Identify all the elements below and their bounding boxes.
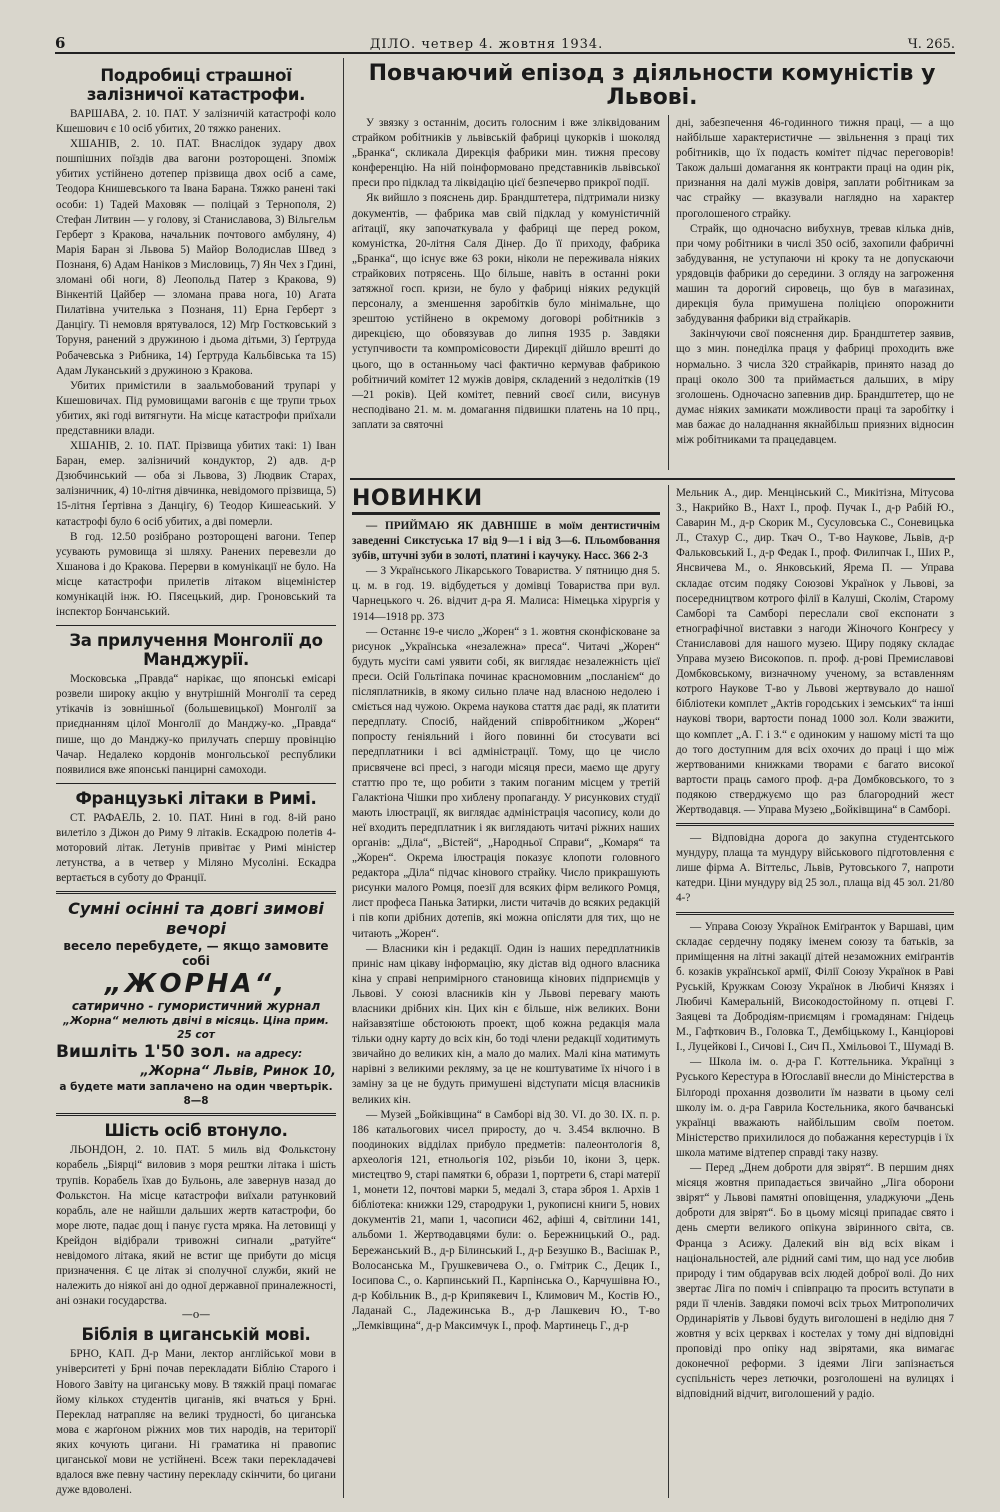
news-item: — Школа ім. о. д-ра Г. Коттельника. Українці з Руського Керестура в Юґославії внесли до Міністерства в Білґороді прохання дозволити їм назвати в цьому селі школу ім. о. д-ра Гаврила Костельника, якого бачванські українці вважають найбільшим своїм поетом. Міністерство прихилилося до побажання керестурців і їх школа матиме відтепер справді таку назву.: [676, 1056, 954, 1159]
article-title-railway: Подробиці страшної залізничої катастрофи.: [86, 66, 306, 104]
news-item: — Останнє 19-е число „Жорен“ з 1. жовтня сконфісковане за рисунок „Українська «незалежна» преса“. Читачі „Жорен“ будуть мусіти самі уявити собі, як виглядає незалежність цієї преси. Осій Гольтіпака починає красномовним „посланієм“ до післяплатників, в якому сильно плаче над власною недолею і сміється над чужою. Окрема наукова стаття дає раді, як платити передплату. Спосіб, найдений співробітником „Жорен“ попросту ґеніяльний і його повинні би стосувати всі передплатники і всі адміністрації. Тому, що це число присвячене всі пресі, з нагоди місяця преси, маємо ще другу статтю про те, що робити з таким поганим місцем у третій Галактіона Чішки про хиблену пропаганду. У рисункових студії мають ілюстрації, як виглядає адміністрація часопису, коли до неї входить передплатник і як виглядають читачі ріжних наших органів: „Діла“, „Вістей“, „Народньої Справи“, „Комаря“ та „Жорен“. Окрема ілюстрація показує клопоти головного редактора „Діла“ підчас кінового страйку. Число прикрашують рисунки малого Ромця, поезії для всяких фірм великого Ромця, лист професа Панька Затирки, листи читачів до всяких редакцій і пів копи дрібних дотепів, які можна опісляти для тих, що не читають „Жорен“.: [352, 625, 660, 940]
news-item: — Музей „Бойківщина“ в Самборі від 30. VI. до 30. IX. п. р. 186 катальогових чисел приросту, до ч. 3.454 включно. В поодиноких відділах прибуло предметів: палеонтологія 8, археологія 121, етнольогія 102, різьби 10, ікони 3, церк. мистецтво 9, старі памятки 6, образи 1, портрети 6, старі матерії 1, монети 12, почтові марки 5, медалі 3, стара зброя 1. Архів 1 бібліотека: книжки 129, стародруки 1, рукописні книги 5, нових документів 21, мапи 1, часописи 462, афіші 4, світлини 141, альбоми 1. Жертводавцями були: о. Бережницький О., рад. Бережанський В., д-р Білинський І., д-р Безушко В., Васішак Р., Волосанська М., Грушкевичева О., о. Гмітрик С., Децик І., Іосипова С., о. Карпинський П., Карпінська О., Карчушівна Ю., д-р Кобільник В., д-р Крипякевич І., Климович М., Костів Ю., Ладанай С., Ладежинська В., д-р Лашкевич Ю., Т-во „Лемківщина“, д-р Максимчук І., проф. Мартинець Г., д-р: [352, 1108, 660, 1332]
column-rule-1: [343, 58, 344, 1498]
top-article-col-a: [352, 116, 660, 474]
top-article-header: [352, 62, 952, 110]
article-paragraph: Убитих примістили в заальмобований трупарі у Кшешовичах. Під румовищами вагонів є ще трупи трьох убитих, які годі витягнути. На місце катастрофи приїхали представники влади.: [56, 379, 336, 437]
separator-mark: —o—: [181, 1308, 211, 1322]
divider: [56, 783, 336, 784]
ad-code: 8—8: [183, 1095, 209, 1108]
ad-line: весело перебудете, — якщо замовите собі: [63, 939, 329, 969]
ad-address: „Жорна“ Львів, Ринок 10,: [140, 1064, 336, 1080]
divider: [56, 891, 336, 894]
top-article-column-rule: [668, 115, 669, 470]
divider: [56, 1113, 336, 1116]
article-paragraph: Страйк, що одночасно вибухнув, тревав кілька днів, при чому робітники в числі 350 осіб, захопили фабричні забудування, не уступаючи ні кроку та не допускаючи урядовців фабрики до середини. З огляду на загроження машин та дорогий сировець, що був в маґазинах, дирекція була примушена поліцією опорожнити забудування фабрики від страйкарів.: [676, 222, 954, 326]
top-article-col-b: [676, 116, 954, 474]
article-paragraph: дні, забезпечення 46-годинного тижня праці, — а що найбільше характеристичне — звільнення з праці тих робітників, що їх подасть комітет підчас переговорів! Також дальші домагання як контракти праці на один рік, признання на далі мужів довіря, заплати робітникам за час страйку — вказували наглядно на характер проголошеного страйку.: [676, 117, 954, 220]
ad-line: сатирично - гумористичний журнал: [71, 999, 321, 1014]
advertisement-zhorna: [56, 899, 336, 1108]
divider: [56, 625, 336, 626]
article-title-planes: Французькі літаки в Римі.: [75, 788, 317, 808]
article-paragraph: СТ. РАФАЕЛЬ, 2. 10. ПАТ. Нині в год. 8-ій рано вилетіло з Діжон до Риму 9 літаків. Ескадрою полетів 4-моторовий літак. Летунів привітає у Римі міністер летунства, а в четвер у Міляно Мусоліні. Ескадра вертається в суботу до Франції.: [56, 811, 336, 885]
article-title-bible: Біблія в циганській мові.: [81, 1325, 311, 1345]
ad-line: а будете мати заплачено на один чвертьрік. 8—8: [59, 1081, 333, 1108]
news-item: — З Українського Лікарського Товариства. У пятницю дня 5. ц. м. в год. 19. відбудеться у домівці Товариства при вул. Чарнецького ч. 26. відчит д-ра Я. Малиса: Німецька хірургія у 1914—1918 рр. 373: [352, 565, 660, 623]
divider: [676, 912, 954, 915]
news-item: — Відповідна дорога до закупна студентського мундуру, плаща та мундуру військового підготовлення є лише фірма А. Віттельс, Львів, Рутовського 7, напроти катедри. Ціни мундуру від 25 зол., плаща від 45 зол. 21/80 4-?: [676, 832, 954, 905]
news-item: — Перед „Днем доброти для звірят“. В першим днях місяця жовтня припадається звичайно „Ліга оборони звірят“ у Львові памятні оповіщення, уладжуючи „День доброти для звірят“. Бо в цьому місяці припадає свято і день смерти великого опікуна звіринного світа, св. Франца з Асижу. Далекий він від всіх вікам і національностей, але рідний самі тим, що над усе любив природу і тим обдарував всіх людей доброї волі. До них звертає Ліга по поміч і співпрацю та просить вступати в ряди її членів. Завдяки помочі всіх трьох Митрополичих Ординаріятів у Львові будуть виголошені в неділю дня 7 жовтня у всіх церквах і костелах у тому дні відповідні проповіді про опіку над звірятами, яка вимагає доконечної реформи. З ідеями Ліги запізнається суспільність через летючки, розголошені на вулицях і відповідний відчит, виголошений у радіо.: [676, 1162, 954, 1401]
article-paragraph: ВАРШАВА, 2. 10. ПАТ. У залізничій катастрофі коло Кшешович є 10 осіб убитих, 20 тяжко ранених.: [56, 108, 336, 136]
article-paragraph: ХШАНІВ, 2. 10. ПАТ. Внаслідок зудару двох пошпішних поїздів два вагони розторощені. Зпоміж убитих устійнено дотепер прізвища двох осіб а саме, Теодора Книшевського та Івана Барана. Тяжко ранені такі особи: 1) Тадей Маховяк — поліцай з Тернополя, 2) Стефан Литвин — у голову, зі Станиславова, 3) Вільгельм Герберт з Кракова, начальник почтового амбуляну, 4) Марія Баран зі Львова 5) Майор Володислав Швед з Познаня, 6) Адам Наніков з Мисловиць, 7) Ян Чех з Гдині, зломані обі ноги, 8) Леопольд Патер з Кракова, 9) Вінкентій Цайбер — зломана права нога, 10) Агата Пилатівна учителька з Познаня, 11) Ерна Герберт з Данціґу. Ті немовля врятувалося, 12) Мґр Гостковський з Торуня, ранений з дружиною і дьома дітьми, 3) Ґертруда Робачевська з Рибника, 14) Ґертруда Кальбівська та 15) Адам Луканський з дружиною з Кракова.: [56, 138, 336, 377]
column-1: [56, 62, 336, 1502]
ad-price-line: [56, 1042, 336, 1064]
article-title-mongolia: За прилучення Монголії до Манджурії.: [69, 631, 323, 670]
article-paragraph: У звязку з останнім, досить голосним і вже зліквідованим страйком робітників у львівській фабриці цукорків і шоколяд „Бранка“, скликала Дирекція фабрики мин. тижня пресову конференцію. На ній поінформовано представників львівської преси про підклад та ліквідацію цієї безпечерво прикрої події.: [352, 117, 660, 190]
ad-code: 21/80 4-?: [676, 877, 954, 905]
divider: [676, 823, 954, 826]
section-header-news: НОВИНКИ: [352, 486, 660, 515]
top-article-bottom-rule: [350, 478, 955, 480]
ad-brand: „ЖОРНА“,: [104, 969, 288, 1000]
ad-code: 373: [427, 610, 445, 623]
article-paragraph: БРНО, КАП. Д-р Мани, лектор англійської мови в університеті у Брні почав перекладати Біблію Старого і Нового Завіту на циганську мову. В тяжкій праці помагає йому кількох студентів циганів, які вчаться у Брні. Переклад натрапляє на великі трудності, бо циганська мова є жарґоном ріжних мов тих народів, на території яких кочують цигани. Ні граматика ні правопис циганської мови не устійнені. Всеж таки перекладачеві вдалося вже певну частину перекладу скінчити, бо цигани дуже вдоволені.: [56, 1348, 336, 1497]
column-2: [352, 486, 660, 1502]
ad-address-label: на адресу:: [236, 1048, 303, 1061]
ad-headline: Сумні осінні та довгі зимові вечорі: [68, 899, 324, 939]
news-item: — ПРИЙМАЮ ЯК ДАВНІШЕ в моїм дентистичнім заведенні Сикстуська 17 від 9—1 і від 3—6. Пльомбовання зубів, штучні зуби в золоті, платині і каучуку. Насс. 366 2-3: [352, 520, 660, 563]
ad-price: Вишліть 1'50 зол.: [56, 1042, 231, 1063]
news-item: Мельник А., дир. Менцінський С., Микітізна, Мітусова З., Накрийко В., Нахт І., проф. Пучак І., д-р Рабій Ю., Саварин М., д-р Скорик М., Сусуловська С., Соневицька Л., Стахур С., дир. Ткач О., Т-во Наукове, Львів, д-р Фальковський І., д-р Федак І., проф. Филипчак І., Ших Р., Янсвичева М., о. Янковський, Ярема П. — Управа складає отсим подяку Союзові Українок у Львові, за посередництвом котрого філії в Калуші, Сколім, Старому Самборі та Самборі переслали свої експонати з етнографічної виставки з нагоди Жіночого Конґресу у Станиславові для нашого музею. Щиру подяку складає Управа музею Високопов. п. проф. д-рові Премиславові Домбковському, визначному ученому, за вставленням котрого Наукове Т-во у Львові жертвувало до нашої бібліотеки комплет „Актів городських і земських“ та інші наукові твори, вартости понад 1000 зол. Коли зважити, що комплет „А. Г. і З.“ є одиноким у нашому місті та що до того доступним для всіх охочих до праці і що між жертвованими книжками творами є багато високої вартости праць самого проф. д-ра Домбковського, то з подякою стверджуємо що раз благородний жест Жертводавця. — Управа Музею „Бойківщина“ в Самборі.: [676, 487, 954, 816]
news-item: — Власники кін і редакції. Один із наших передплатників приніс нам цікаву інформацію, яку дістав від одного власника кіна у справі непримірного становища кінових підприємців у Львові. У союзі власників кін у Львові перевагу мають власники дрібних кін. Цих кін є більше, ніж великих. Вони найзавзятіше обстоюють проект, щоб кожна редакція мала тільки одну карту до всіх кін, бо тоді члени редакції ходитимуть звичайно до великих кін, а мало до малих. Малі кіна матимуть нарівні з великими рекляму, за це не коштуватиме їх нічого і в заміну за це не будуть примушені відступати місця власників великих кін.: [352, 942, 660, 1106]
ad-line: „Жорна“ мелють двічі в місяць. Ціна прим. 25 сот: [63, 1015, 329, 1042]
issue-number: Ч. 265.: [907, 37, 955, 52]
article-paragraph: ХШАНІВ, 2. 10. ПАТ. Прізвища убитих такі: 1) Іван Баран, емер. залізничий кондуктор, 2) адв. д-р Дзюбчинський — оба зі Львова, 3) Людвик Старах, залізничник, 4) 10-літня дівчинка, невідомого прізвища, 5) 15-літня Ґертівна з Данціґу, 6) Теодор Кишеаський. У катастрофі було 6 осіб убитих, а дві померли.: [56, 440, 336, 528]
article-title-communists: Повчаючий епізод з діяльности комуністів у Львові.: [368, 62, 936, 110]
article-paragraph: ЛЬОНДОН, 2. 10. ПАТ. 5 миль від Фолькстону корабель „Біярці“ виловив з моря рештки літака і шість трупів. Корабель їхав до Бульонь, але завернув назад до Фолькстон. На місце катастрофи виїхали ратунковий корабль, але не найшли дальших жертв катастрофи, бо море люте, падає дощ і панує густа мряка. На летовищі у Крейдон відібрали тривожні сиґнали „ратуйте“ невідомого літака, який не встиг ще прибути до місця призначення. Є це літак зі сполучної служби, який не належить до ніякої ані до одної державної приналежності, ані ознаки государства.: [56, 1144, 336, 1308]
ad-code: 366 2-3: [613, 550, 648, 563]
article-paragraph: В год. 12.50 розібрано розторощені вагони. Тепер усувають румовища зі шляху. Ранених перевезли до Хшанова і до Кракова. Перерви в комунікації не було. На місце катастрофи прилетів літаком віцеміністер комунікацій інж. Ю. Пясецький, дир. Гроновський та інспектор Бончанський.: [56, 530, 336, 619]
article-paragraph: Московська „Правда“ нарікає, що японські емісарі розвели широку акцію у внутрішній Монголії та серед утікачів із зовнішньої (большевицької) Монголії за приєднанням цілої Монголії до Манджу-ко. „Правда“ пише, що до Манджу-ко прилучать спершу провінцію Чачар. Недалеко кордонів монгольської республики появилися вже японські панцирні самоходи.: [56, 673, 336, 776]
article-title-drowned: Шість осіб втонуло.: [104, 1121, 288, 1141]
column-3: [676, 486, 954, 1502]
news-item: — Управа Союзу Українок Еміґранток у Варшаві, цим складає сердечну подяку іменем союзу та батьків, за приміщення на літні закації дітей незаможних еміґрантів б. козаків української армії, Філії Союзу Українок в Раві Руській, Кружкам Союзу Українок в Любичі Князях і Любичі Камеральній, Високодостойному п. отцеві Г. Заяцеві та Добродіям-приємцям і громадянам: Гнідець М., Гафткович В., Головка Т., Дембіцькому І., Канціорові І., Луцейкові І., Сичові І., Сич П., Хмільовоі Т., Шумаді В.: [676, 920, 954, 1054]
page-number: 6: [55, 34, 66, 52]
header-dateline: ДІЛО. четвер 4. жовтня 1934.: [369, 37, 604, 52]
article-paragraph: Як вийшло з пояснень дир. Брандштетера, підтримали низку документів, — фабрика мав свій підклад у комуністичній аґітації, яку започаткувала у фабриці ще перед роком, комуністка, 20-літня Саля Дінер. До її приходу, фабрика „Бранка“, що існує вже 63 роки, ніколи не переживала ніяких страйкових потрясень. Що більше, навіть в останні роки затяжної госп. кризи, не було у фабриці ніяких редукцій персоналу, а зменшення заробітків було мінімальне, що зрештою устійнено в окремому договорі робітників з дирекцією, що обовязував до липня 1935 р. Завдяки уступчивости та компромісовости Дирекції дійшло врешті до цього, що в останньому часі фактично кермував фабрикою робітничий комітет 12 мужів довіря, складений з недолітків (19—21 років). Цей комітет, певний своєї сили, висунув несподівано 21. м. м. домагання підвишки платень на 10 прц., заплати за святочні: [352, 192, 660, 431]
article-paragraph: Закінчуючи свої пояснення дир. Брандштетер заявив, що з мин. понеділка праця у фабриці проходить вже нормально. З числа 320 страйкарів, принято назад до праці около 300 та приймається дальших, в міру зголошень. Одночасно запевнив дир. Брандштетер, що не думає ніяких замикати можливости праці та заробітку і мав бажає до наладнання якнайбільш приязних відносин між робітниками та працедавцем.: [676, 328, 954, 446]
column-rule-2: [668, 485, 669, 1498]
page-header: [55, 30, 955, 54]
